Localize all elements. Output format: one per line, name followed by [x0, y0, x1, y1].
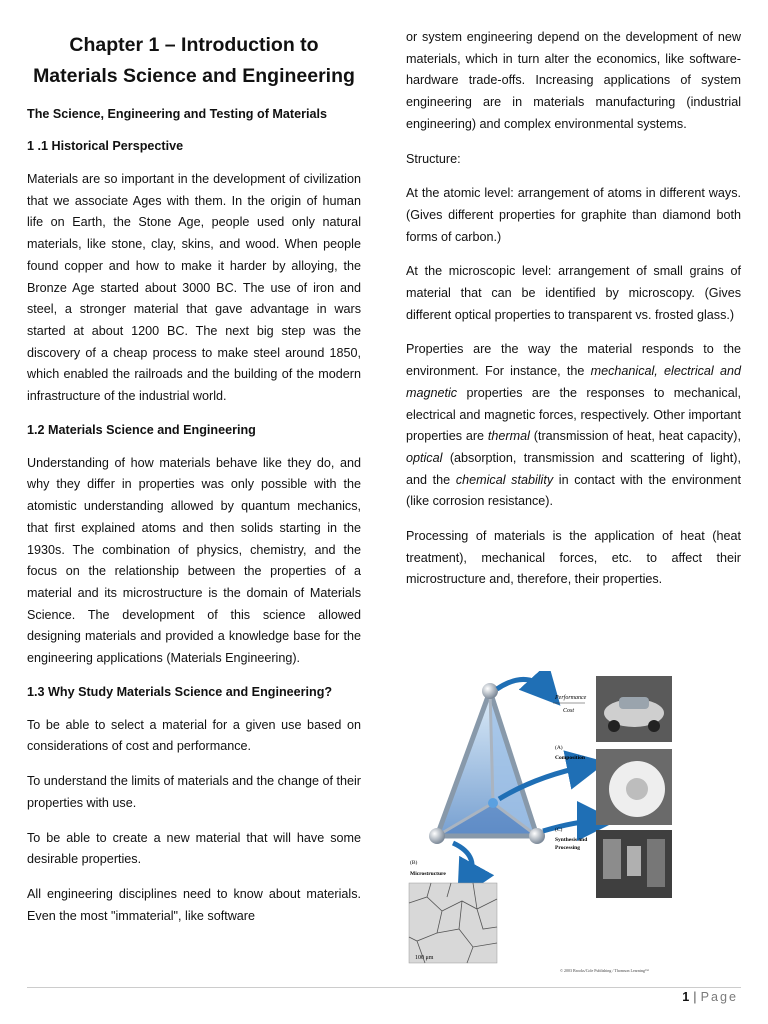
section-1-2-heading: 1.2 Materials Science and Engineering	[27, 422, 256, 437]
machine-part	[647, 839, 665, 887]
processing-label-letter: (C)	[555, 827, 563, 833]
section-1-3-paragraph-1: To be able to select a material for a given use based on considerations of cost and performance.	[27, 717, 361, 754]
microstructure-photo	[409, 883, 497, 963]
vertex-ball	[429, 828, 445, 844]
text-run: (transmission of heat, heat capacity),	[529, 429, 741, 444]
microstructure-label-letter: (B)	[410, 860, 418, 866]
machine-part	[627, 846, 641, 876]
machine-part	[603, 839, 621, 879]
section-1-1-heading: 1 .1 Historical Perspective	[27, 139, 184, 153]
vertex-ball	[488, 798, 498, 808]
performance-label: Performance	[555, 695, 587, 701]
section-1-1-paragraph: Materials are so important in the development of civilization that we associate Ages with them. In the origin of human life on Earth, the Stone Age, people used only natural materials, like stone, clay, skins, and wood. When people found copper and how to make it harder by alloying, the Bronze Age started about 3000 BC. The use of iron and steel, a stronger material that gave advantage in wars started at about 1200 BC. The next big step was the discovery of a cheap process to make steel around 1850, which enabled the railroads and the building of the modern infrastructure of the industrial world.	[27, 172, 361, 404]
car-wheel	[608, 720, 620, 732]
arrow-processing	[543, 821, 597, 831]
title-line-2: Materials Science and Engineering	[33, 65, 355, 87]
section-1-2-paragraph: Understanding of how materials behave like they do, and why they differ in properties was only possible with the atomistic understanding allowed by quantum mechanics, that first explained atoms and then solids starting in the 1930s. The combination of physics, chemistry, and the focus on the relationship between the properties of a material and its microstructure is the domain of Materials Science. The development of this science allowed designing materials and provided a knowledge base for the engineering applications (Materials Engineering).	[27, 455, 361, 666]
processing-paragraph: Processing of materials is the application of heat (heat treatment), mechanical forces, etc. to affect their microstructure and, therefore, their properties.	[406, 529, 741, 587]
right-paragraph-1: or system engineering depend on the development of new materials, which in turn alter the economics, like software-hardware trade-offs. Increasing applications of system engineering are in materials manufacturing (industrial engineering) and complex environmental systems.	[406, 30, 741, 131]
text-run: properties are the responses to mechanical, electrical and magnetic forces, respectively. Other important properties are	[406, 385, 741, 444]
section-1-3-paragraph-2: To understand the limits of materials and the change of their properties with use.	[27, 774, 361, 810]
atomic-level-paragraph: At the atomic level: arrangement of atoms in different ways. (Gives different properties for graphite than diamond both forms of carbon.)	[406, 186, 741, 244]
scale-bar-label: 100 μm	[415, 955, 434, 961]
footer-divider	[27, 987, 741, 988]
section-1-3-paragraph-3: To be able to create a new material that will have some desirable properties.	[27, 830, 361, 867]
section-1-3-heading: 1.3 Why Study Materials Science and Engineering?	[27, 684, 333, 699]
car-window	[619, 697, 649, 709]
emphasis: thermal	[487, 429, 530, 444]
page-word: Page	[700, 990, 738, 1004]
emphasis: optical	[406, 450, 443, 465]
microscopic-level-paragraph: At the microscopic level: arrangement of small grains of material that can be identified by microscopy. (Gives different optical properties to transparent vs. frosted glass.)	[406, 264, 741, 322]
text-run: (absorption, transmission and scattering of light), and the	[406, 450, 741, 487]
composition-label-letter: (A)	[555, 745, 563, 751]
structure-label: Structure:	[406, 151, 461, 166]
composition-hole	[626, 778, 648, 800]
tetrahedron-diagram	[407, 671, 672, 966]
page-number: 1	[682, 990, 690, 1004]
materials-tetrahedron-figure	[407, 671, 672, 966]
subtitle: The Science, Engineering and Testing of Materials	[27, 107, 327, 121]
right-column	[406, 0, 741, 604]
text-run: in contact with the environment (like corrosion resistance).	[406, 472, 741, 509]
processing-label-line1: Synthesis and	[555, 837, 588, 843]
vertex-ball	[482, 683, 498, 699]
arrow-performance	[497, 679, 547, 691]
footer-separator: |	[693, 990, 697, 1004]
processing-label-line2: Processing	[555, 845, 580, 851]
vertex-ball	[529, 828, 545, 844]
car-wheel	[648, 720, 660, 732]
arrow-microstructure	[453, 843, 472, 883]
emphasis: chemical stability	[455, 472, 554, 487]
figure-caption: © 2003 Brooks/Cole Publishing / Thomson Learning™	[560, 968, 649, 973]
microstructure-label: Microstructure	[410, 871, 446, 877]
left-column	[27, 0, 361, 940]
emphasis: mechanical, electrical and magnetic	[406, 364, 741, 400]
text-run: Properties are the way the material responds to the environment. For instance, the	[406, 342, 741, 379]
page-footer	[682, 990, 738, 1004]
composition-label: Composition	[555, 755, 585, 761]
title-line-1: Chapter 1 – Introduction to	[69, 34, 319, 56]
chapter-title	[27, 30, 361, 92]
cost-label: Cost	[563, 708, 575, 714]
properties-paragraph	[406, 339, 741, 513]
section-1-3-paragraph-4: All engineering disciplines need to know about materials. Even the most "immaterial", like software	[27, 886, 361, 923]
